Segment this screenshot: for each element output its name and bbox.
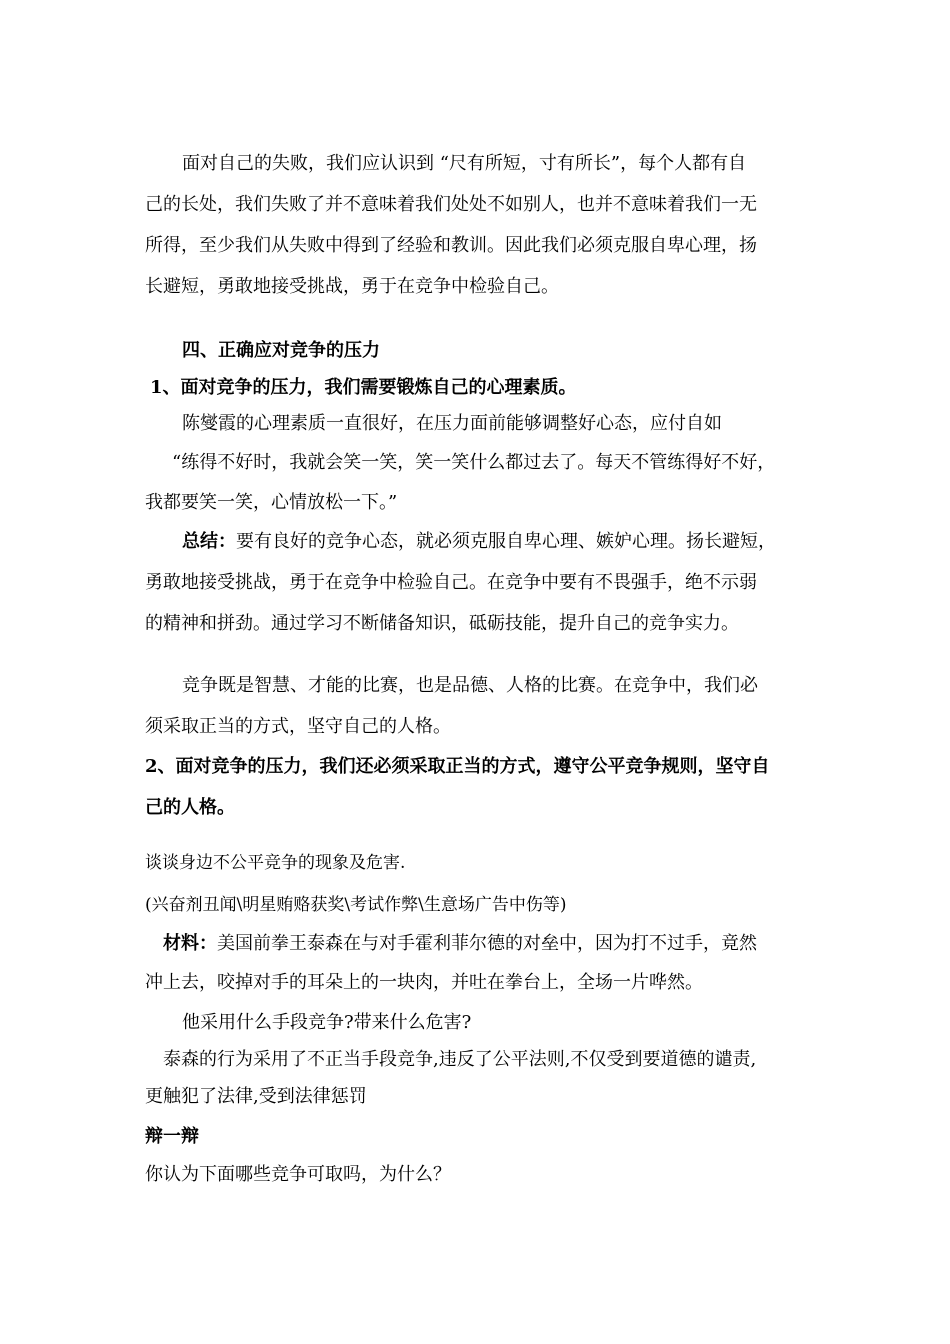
summary-line xyxy=(182,529,837,555)
subsection-heading: 1、面对竞争的压力，我们需要锻炼自己的心理素质。 xyxy=(150,377,577,398)
summary-label: 总结： xyxy=(182,531,236,552)
paragraph-line: 谈谈身边不公平竞争的现象及危害. xyxy=(145,853,406,873)
subsection-heading: 2、面对竞争的压力，我们还必须采取正当的方式，遵守公平竞争规则，坚守自 xyxy=(145,756,770,777)
section-heading: 四、正确应对竞争的压力 xyxy=(182,340,380,361)
paragraph-line: 的精神和拼劲。通过学习不断储备知识，砥砺技能，提升自己的竞争实力。 xyxy=(145,613,739,634)
paragraph-line: (兴奋剂丑闻\明星贿赂获奖\考试作弊\生意场广告中伤等) xyxy=(145,895,567,915)
paragraph-line: 更触犯了法律,受到法律惩罚 xyxy=(145,1086,367,1107)
subsection-heading: 己的人格。 xyxy=(145,797,235,818)
paragraph-line: 我都要笑一笑，心情放松一下。” xyxy=(145,492,398,513)
paragraph-line: 勇敢地接受挑战，勇于在竞争中检验自己。在竞争中要有不畏强手，绝不示弱 xyxy=(145,572,757,593)
material-line xyxy=(163,931,837,957)
debate-heading: 辩一辩 xyxy=(145,1126,199,1147)
paragraph-line: 长避短，勇敢地接受挑战，勇于在竞争中检验自己。 xyxy=(145,276,559,297)
paragraph-line: 竞争既是智慧、才能的比赛，也是品德、人格的比赛。在竞争中，我们必 xyxy=(182,675,758,696)
paragraph-line: 冲上去，咬掉对手的耳朵上的一块肉，并吐在拳台上，全场一片哗然。 xyxy=(145,972,703,993)
paragraph-line: 泰森的行为采用了不正当手段竞争,违反了公平法则,不仅受到要道德的谴责, xyxy=(163,1049,757,1070)
paragraph-line: 须采取正当的方式，坚守自己的人格。 xyxy=(145,716,451,737)
paragraph-line: 陈燮霞的心理素质一直很好，在压力面前能够调整好心态，应付自如 xyxy=(182,413,722,434)
summary-text: 要有良好的竞争心态，就必须克服自卑心理、嫉妒心理。扬长避短， xyxy=(236,531,776,552)
question-line: 他采用什么手段竞争?带来什么危害? xyxy=(182,1012,472,1033)
paragraph-line: 所得，至少我们从失败中得到了经验和教训。因此我们必须克服自卑心理，扬 xyxy=(145,235,757,256)
material-label: 材料： xyxy=(163,933,217,954)
material-text: 美国前拳王泰森在与对手霍利菲尔德的对垒中，因为打不过手，竟然 xyxy=(217,933,757,954)
paragraph-line: 你认为下面哪些竞争可取吗，为什么？ xyxy=(145,1164,451,1185)
paragraph-line: “练得不好时，我就会笑一笑，笑一笑什么都过去了。每天不管练得好不好， xyxy=(172,452,776,473)
paragraph-line: 己的长处，我们失败了并不意味着我们处处不如别人，也并不意味着我们一无 xyxy=(145,194,757,215)
paragraph-line: 面对自己的失败，我们应认识到 “尺有所短，寸有所长”，每个人都有自 xyxy=(182,153,747,174)
